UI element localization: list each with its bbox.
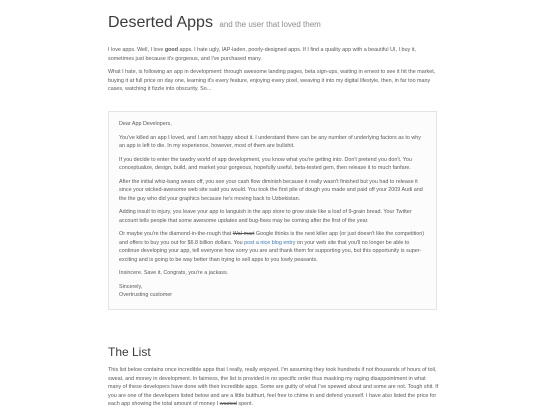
intro-paragraph-1 [108,46,440,63]
list-intro-section [108,366,440,414]
intro-p1-bold: good [164,47,178,53]
letter-paragraph-6: Insincere. Save it. Congrats, you're a jackass. [119,270,229,276]
intro-section [108,46,440,99]
list-intro-strikethrough: wasted [219,401,237,407]
letter-greeting: Dear App Developers, [119,121,172,127]
letter-signature: Overtrusting customer [119,292,173,298]
open-letter [108,111,437,310]
list-intro-text-b: spent. [236,401,254,407]
letter-paragraph-4: Adding insult to injury, you leave your app to languish in the app store to grow stale like a loaf of 9-grain bread. Your Twitter account tells people that some awesome updates and bug-fixes may be coming after the first of the year. [119,209,412,224]
letter-p5-strikethrough: Wal-mart [232,231,255,237]
intro-p1-text-b: apps. I hate ugly, IAP-laden, poorly-designed apps. If I find a quality app with a beautiful UI, I buy it, sometimes just because it's gorgeous, and I've purchased many. [108,47,416,62]
intro-paragraph-2: What I hate, is following an app in development: through awesome landing pages, beta sign-ups, waiting in ernest to see it hit the market, buying it at full price on day one, learning it's every feature, enjoying every pixel, weaving it into my digital lifestyle, then, in far too many cases, watching it fizzle into obscurity. So... [108,69,436,92]
letter-paragraph-3: After the initial whiz-bang wears off, you see your cash flow diminish because it really wasn't finished but you had to release it since your wicked-awesome web site said you would. You took the first pile of dough you made and paid off your 2009 Audi and the the guy who did your graphics because he's moving back to Uzbekistan. [119,178,423,202]
letter-paragraph-1: You've killed an app I loved, and I am not happy about it. I understand there can be any number of underlying factors as to why an app is left to die. In my experience, however, most of them are bullshit. [119,134,421,149]
list-heading: The List [108,345,151,359]
letter-p5-text-a: Or maybe you're the diamond-in-the-rough that [119,231,233,237]
letter-p5-text-b: Google thinks is the next killer app (or just doesn't like the competition) and offers to buy you out for $6.8 billion dollars. You [119,231,425,246]
site-title: Deserted Apps [108,14,213,31]
letter-p5-text-c: on your web site that you'll no longer be able to continue developing your app, tell everyone how sorry you are and thank them for supporting you, but this opportunity is super-exciting and is going to be way better than trying to sell apps to you lowly peasants. [119,239,422,263]
page-title [108,13,321,35]
blog-entry-link[interactable]: post a nice blog entry [244,239,296,246]
letter-paragraph-5 [119,230,426,264]
letter-closing: Sincerely, [119,283,143,290]
list-intro-paragraph [108,366,440,409]
list-intro-text-a: This list below contains once incredible apps that I really, really enjoyed. I'm assuming they took hundreds if not thousands of hours of toil, sweat, and money in development. In fairness, the list is provided in no specific order thus masking my raging disappointment in what many of these developers have done with their incredible apps. Some are guilty of what I've spewed about and some are not. Tough shit. If you are one of the developers listed below and are a little butthurt, feel free to chime in and defend yourself. I have also listed the price for each app showing the total amount of money I [108,367,439,407]
intro-p1-text-a: I love apps. Well, I love [108,47,165,53]
letter-paragraph-2: If you decide to enter the tawdry world of app development, you know what you're getting into. Don't pretend you don't. You conceptualize, design, build, and market your gorgeous, hopefully useful, beta-tested gem, then release it to much fanfare. [119,156,412,171]
site-subtitle: and the user that loved them [219,20,321,29]
